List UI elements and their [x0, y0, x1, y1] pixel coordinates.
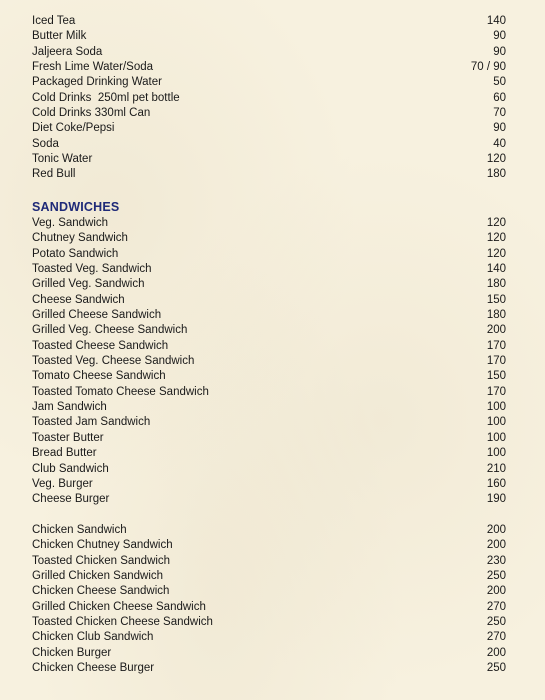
menu-item-price: 50	[493, 76, 506, 89]
menu-item-name: Potato Sandwich	[32, 247, 119, 260]
menu-item-name: Veg. Sandwich	[32, 217, 109, 229]
menu-item-name: Chutney Sandwich	[32, 232, 128, 245]
menu-item-price: 180	[486, 309, 506, 322]
menu-item-price: 180	[486, 278, 506, 291]
menu-item-row	[32, 216, 506, 231]
menu-item-name: Jaljeera Soda	[32, 45, 103, 58]
menu-item-name: Toasted Jam Sandwich	[32, 416, 151, 429]
menu-item-price: 250	[486, 570, 506, 583]
menu-item-price: 90	[493, 122, 506, 135]
menu-item-row	[32, 247, 506, 262]
section-heading-sandwiches: SANDWICHES	[32, 200, 120, 214]
menu-item-row	[32, 137, 506, 152]
menu-item-row	[32, 167, 506, 182]
menu-item-row	[32, 415, 506, 430]
menu-item-name: Grilled Chicken Cheese Sandwich	[32, 600, 206, 613]
menu-item-price: 120	[486, 232, 506, 245]
menu-item-name: Toasted Chicken Sandwich	[32, 554, 171, 567]
menu-item-row	[32, 121, 506, 136]
menu-item-name: Toasted Tomato Cheese Sandwich	[32, 385, 209, 398]
chicken-sandwiches-list	[32, 523, 506, 676]
menu-item-name: Butter Milk	[32, 30, 87, 43]
menu-item-row	[32, 630, 506, 645]
menu-item-price: 140	[486, 15, 506, 27]
menu-item-name: Grilled Cheese Sandwich	[32, 309, 162, 322]
menu-item-price: 70	[493, 107, 506, 120]
menu-item-row	[32, 431, 506, 446]
menu-item-price: 60	[493, 91, 506, 104]
menu-item-price: 200	[486, 539, 506, 552]
menu-item-name: Toasted Veg. Sandwich	[32, 263, 152, 276]
menu-item-price: 120	[486, 247, 506, 260]
beverages-list	[32, 14, 506, 183]
menu-item-price: 200	[486, 646, 506, 659]
menu-item-price: 90	[493, 45, 506, 58]
menu-item-name: Chicken Burger	[32, 646, 112, 659]
menu-item-price: 100	[486, 401, 506, 414]
menu-item-name: Chicken Chutney Sandwich	[32, 539, 173, 552]
sandwiches-list	[32, 216, 506, 508]
menu-item-price: 190	[486, 493, 506, 506]
menu-item-row	[32, 523, 506, 538]
menu-item-name: Chicken Sandwich	[32, 524, 127, 536]
menu-item-name: Soda	[32, 137, 59, 150]
menu-item-name: Fresh Lime Water/Soda	[32, 61, 154, 74]
menu-item-name: Cheese Sandwich	[32, 293, 125, 306]
menu-item-row	[32, 323, 506, 338]
menu-item-name: Packaged Drinking Water	[32, 76, 162, 89]
menu-item-row	[32, 538, 506, 553]
menu-item-row	[32, 477, 506, 492]
menu-item-name: Cold Drinks 250ml pet bottle	[32, 91, 180, 104]
menu-item-price: 210	[486, 462, 506, 475]
menu-item-price: 270	[486, 600, 506, 613]
menu-item-row	[32, 262, 506, 277]
menu-item-price: 170	[486, 339, 506, 352]
menu-item-price: 200	[486, 524, 506, 536]
menu-item-row	[32, 400, 506, 415]
menu-item-row	[32, 277, 506, 292]
menu-item-row	[32, 45, 506, 60]
menu-item-row	[32, 152, 506, 167]
menu-item-row	[32, 308, 506, 323]
menu-item-name: Chicken Club Sandwich	[32, 631, 154, 644]
menu-item-row	[32, 75, 506, 90]
menu-item-row	[32, 584, 506, 599]
menu-item-price: 120	[486, 217, 506, 229]
menu-item-price: 100	[486, 431, 506, 444]
menu-item-name: Iced Tea	[32, 15, 76, 27]
menu-item-price: 200	[486, 585, 506, 598]
menu-item-price: 150	[486, 370, 506, 383]
menu-item-row	[32, 354, 506, 369]
menu-item-row	[32, 91, 506, 106]
menu-item-row	[32, 615, 506, 630]
menu-item-price: 170	[486, 385, 506, 398]
menu-item-row	[32, 569, 506, 584]
menu-item-row	[32, 661, 506, 676]
menu-item-name: Cold Drinks 330ml Can	[32, 107, 151, 120]
menu-item-name: Jam Sandwich	[32, 401, 107, 414]
menu-item-row	[32, 646, 506, 661]
menu-item-name: Toaster Butter	[32, 431, 104, 444]
menu-item-row	[32, 60, 506, 75]
menu-item-price: 140	[486, 263, 506, 276]
menu-item-row	[32, 600, 506, 615]
menu-item-price: 100	[486, 447, 506, 460]
menu-item-name: Chicken Cheese Sandwich	[32, 585, 170, 598]
menu-item-row	[32, 231, 506, 246]
menu-item-price: 160	[486, 477, 506, 490]
menu-item-price: 170	[486, 355, 506, 368]
menu-item-name: Club Sandwich	[32, 462, 109, 475]
menu-item-name: Toasted Chicken Cheese Sandwich	[32, 616, 213, 629]
menu-item-row	[32, 492, 506, 507]
menu-item-row	[32, 385, 506, 400]
menu-item-name: Tomato Cheese Sandwich	[32, 370, 166, 383]
menu-item-name: Toasted Veg. Cheese Sandwich	[32, 355, 195, 368]
menu-item-name: Tonic Water	[32, 153, 93, 166]
menu-item-name: Grilled Veg. Cheese Sandwich	[32, 324, 188, 337]
menu-item-name: Chicken Cheese Burger	[32, 662, 155, 675]
menu-item-price: 90	[493, 30, 506, 43]
menu-item-row	[32, 462, 506, 477]
menu-item-price: 100	[486, 416, 506, 429]
menu-item-name: Red Bull	[32, 168, 76, 181]
menu-item-price: 270	[486, 631, 506, 644]
menu-item-row	[32, 14, 506, 29]
menu-item-price: 70 / 90	[470, 61, 506, 74]
menu-item-price: 200	[486, 324, 506, 337]
menu-item-row	[32, 554, 506, 569]
menu-item-name: Grilled Chicken Sandwich	[32, 570, 164, 583]
menu-item-row	[32, 369, 506, 384]
menu-item-name: Cheese Burger	[32, 493, 110, 506]
menu-item-name: Bread Butter	[32, 447, 97, 460]
menu-item-price: 230	[486, 554, 506, 567]
menu-item-row	[32, 29, 506, 44]
menu-item-price: 250	[486, 662, 506, 675]
menu-item-name: Veg. Burger	[32, 477, 93, 490]
menu-item-price: 180	[486, 168, 506, 181]
menu-item-name: Toasted Cheese Sandwich	[32, 339, 169, 352]
menu-item-name: Diet Coke/Pepsi	[32, 122, 115, 135]
menu-item-row	[32, 293, 506, 308]
menu-item-price: 40	[493, 137, 506, 150]
menu-item-row	[32, 339, 506, 354]
menu-item-row	[32, 446, 506, 461]
menu-item-price: 150	[486, 293, 506, 306]
menu-item-price: 120	[486, 153, 506, 166]
menu-item-row	[32, 106, 506, 121]
menu-item-price: 250	[486, 616, 506, 629]
menu-item-name: Grilled Veg. Sandwich	[32, 278, 145, 291]
